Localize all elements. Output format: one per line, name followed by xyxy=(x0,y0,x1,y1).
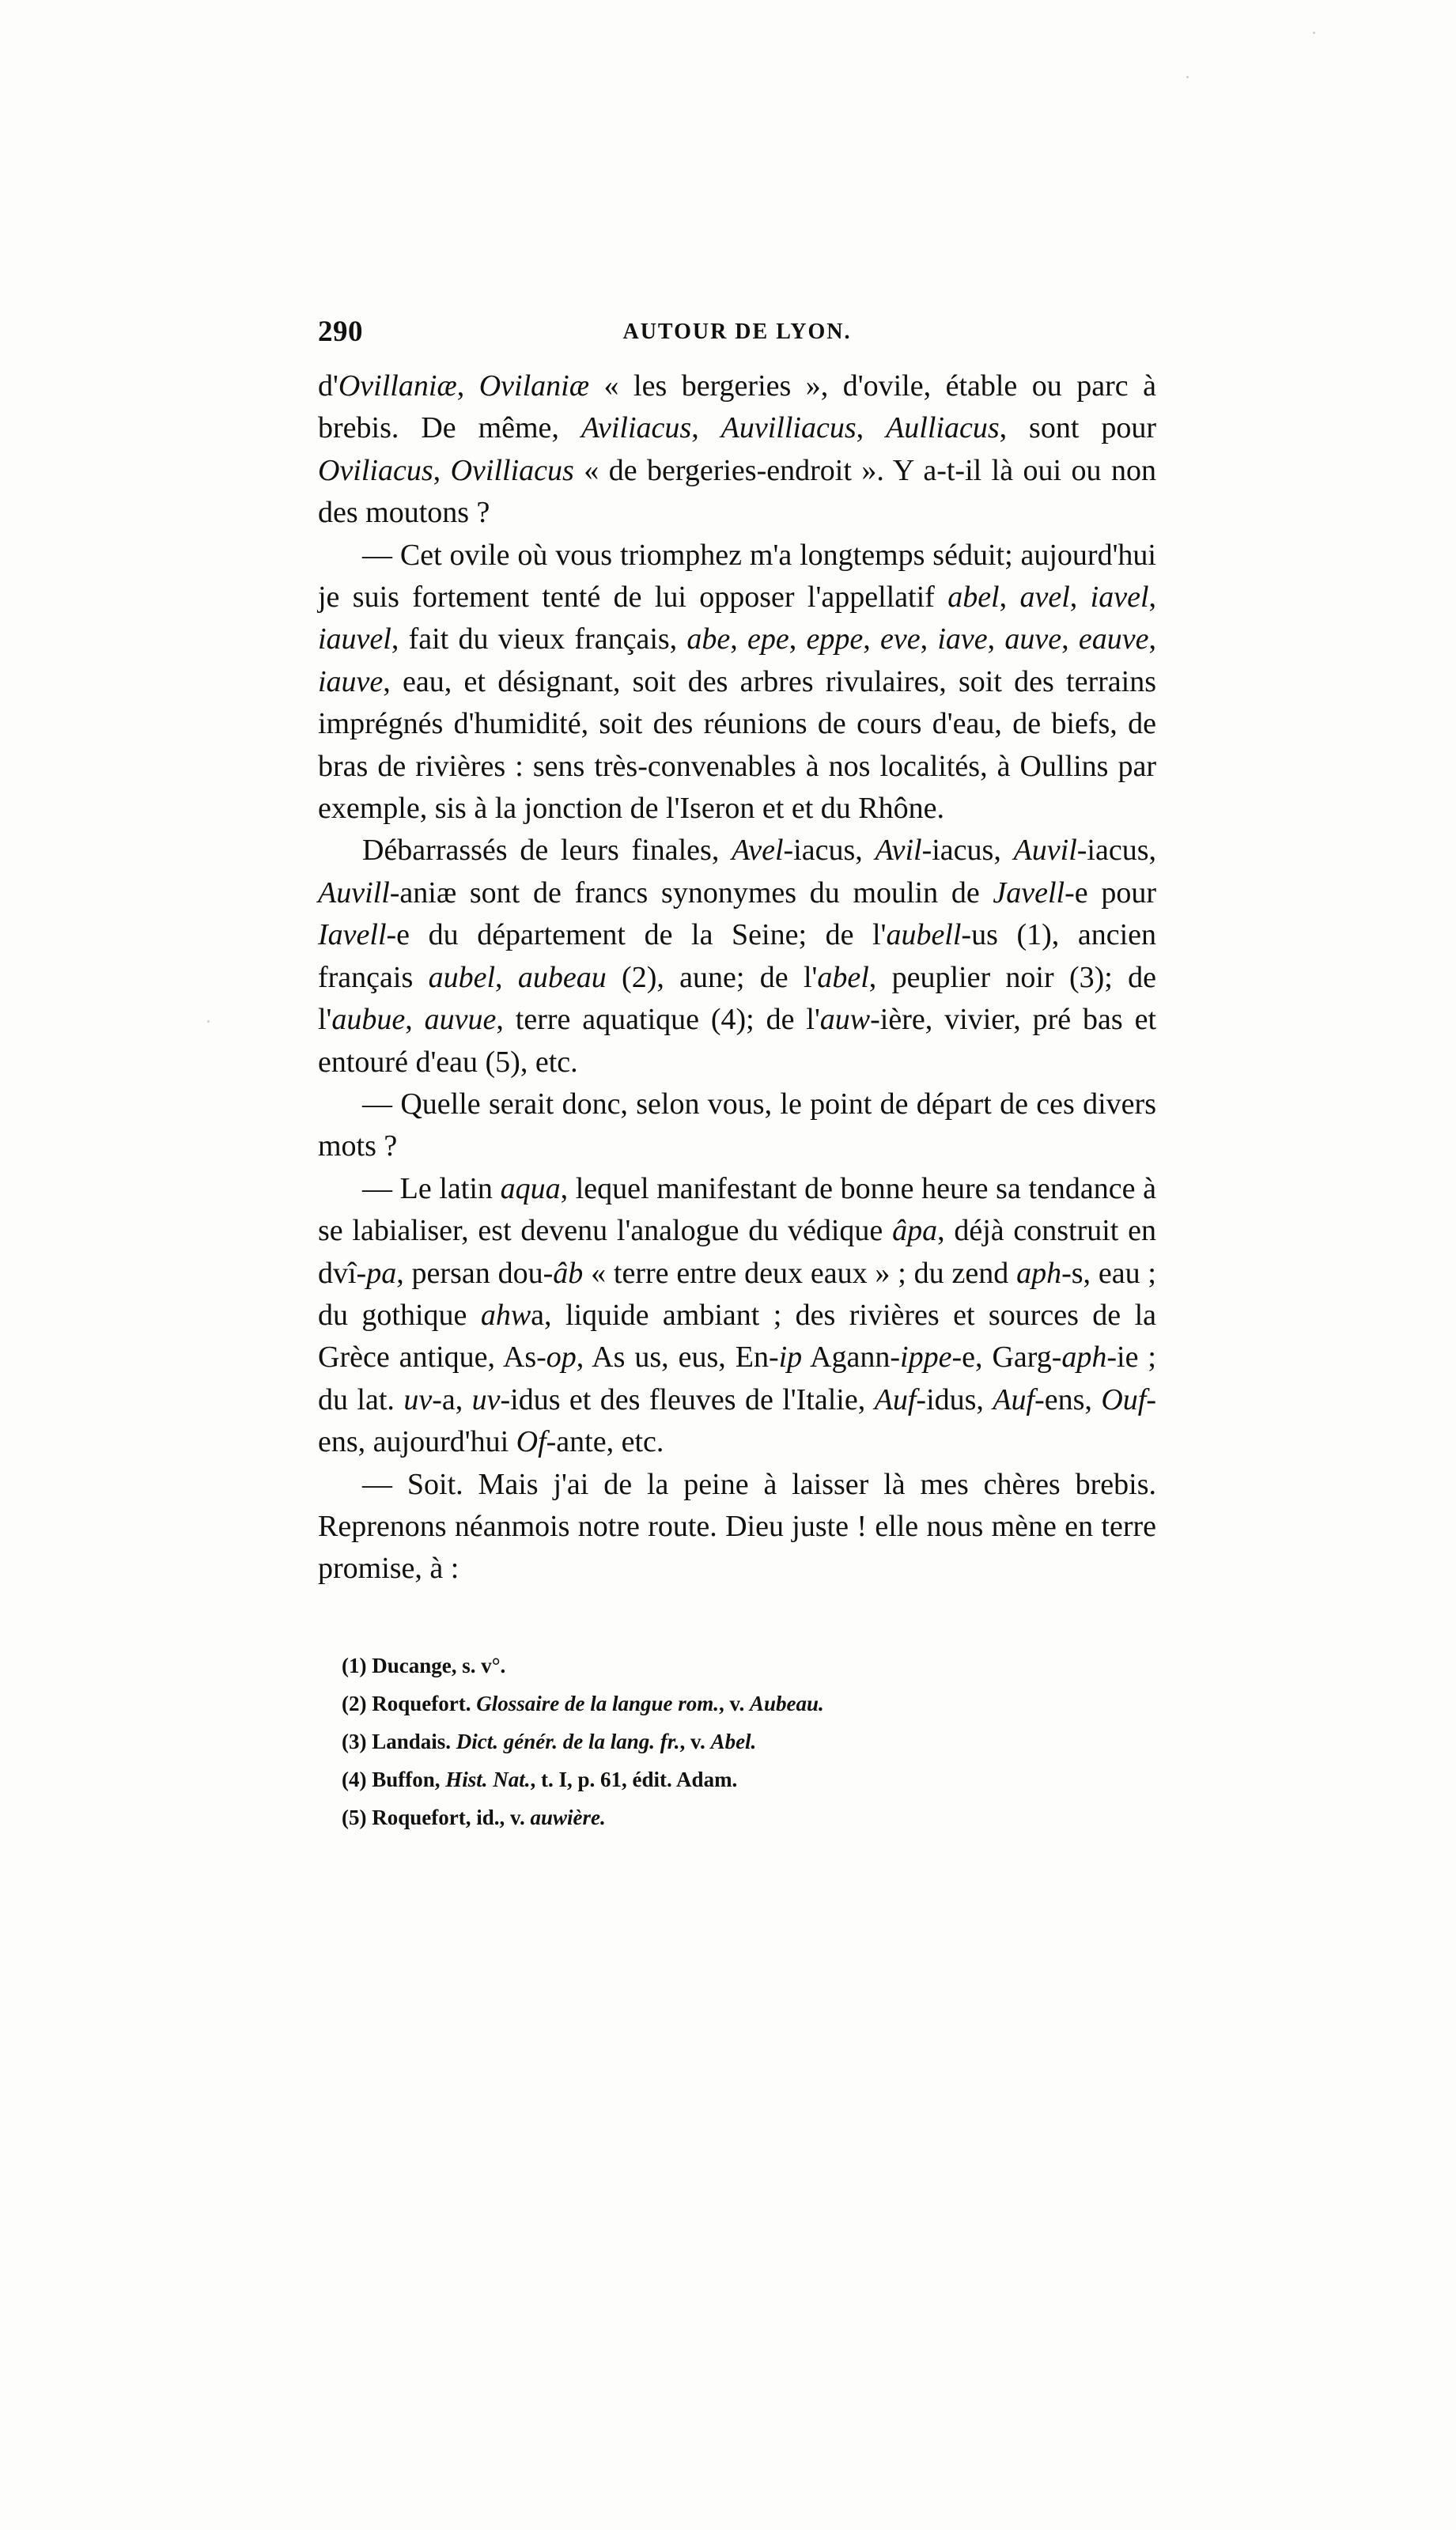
paper-speck xyxy=(1313,32,1315,34)
text-run: Débarrassés de leurs finales, xyxy=(362,834,732,868)
italic-term: aubeau xyxy=(517,960,607,994)
italic-term: iauvel xyxy=(318,622,391,656)
footnote-italic-ref: Hist. Nat. xyxy=(445,1768,531,1791)
italic-term: Aviliacus xyxy=(581,411,692,445)
text-run: — Cet ovile où vous triomphez m'a longtemps séduit; aujourd'hui je suis fortement tenté de lui opposer l'appellatif xyxy=(318,538,1156,615)
italic-term: Auvill xyxy=(318,875,390,910)
text-run: , sont pour xyxy=(999,411,1157,445)
text-run: -a, xyxy=(432,1382,472,1416)
text-run: « terre entre deux eaux » ; du zend xyxy=(583,1256,1017,1290)
footnote-italic-ref: Aubeau. xyxy=(750,1692,824,1715)
text-run: , xyxy=(920,622,938,656)
text-run: — Soit. Mais j'ai de la peine à laisser là mes chères brebis. Reprenons néanmois notre route. Dieu juste ! elle nous mène en terre promise, à : xyxy=(318,1467,1156,1586)
text-run: , peuplier noir (3); de l' xyxy=(318,960,1157,1037)
footnote-italic-ref: Abel. xyxy=(710,1730,757,1753)
text-run: , xyxy=(1069,581,1091,615)
footnote-italic-ref: Dict. génér. de la lang. fr. xyxy=(456,1730,680,1753)
text-run: — Le latin xyxy=(362,1171,501,1205)
text-run: , xyxy=(1061,622,1079,656)
italic-term: auw xyxy=(819,1003,871,1037)
footnote-text: (5) Roquefort, id., v. xyxy=(342,1806,531,1829)
italic-term: Auf xyxy=(993,1382,1035,1416)
italic-term: iavel xyxy=(1090,581,1149,615)
text-run: -e, Garg- xyxy=(951,1341,1062,1375)
italic-term: Ouf xyxy=(1101,1382,1147,1416)
footnote-text: (1) Ducange, s. v°. xyxy=(342,1654,506,1677)
italic-term: op xyxy=(546,1341,577,1375)
italic-term: uv xyxy=(403,1382,433,1416)
text-run: -ens, xyxy=(1034,1382,1102,1416)
text-run: -s, eau ; du gothique xyxy=(318,1256,1156,1332)
text-run: , xyxy=(433,453,451,487)
italic-term: Oviliacus xyxy=(318,453,433,487)
text-run: , persan dou- xyxy=(396,1256,554,1290)
italic-term: abel xyxy=(817,960,869,994)
italic-term: eve xyxy=(880,622,921,656)
paragraph-p3 xyxy=(318,830,1156,1083)
text-run: -iacus, xyxy=(921,834,1014,868)
text-run: -iacus, xyxy=(1076,834,1157,868)
paragraph-p5 xyxy=(318,1168,1156,1464)
text-run: -idus, xyxy=(916,1382,993,1416)
italic-term: Auf xyxy=(874,1382,917,1416)
italic-term: epe xyxy=(747,622,789,656)
italic-term: auve xyxy=(1004,622,1062,656)
italic-term: eppe xyxy=(806,622,864,656)
text-run: d' xyxy=(318,369,338,403)
italic-term: aubell xyxy=(886,918,962,952)
text-run: -ens, aujourd'hui xyxy=(318,1382,1157,1459)
italic-term: Ovillaniæ xyxy=(338,369,457,403)
text-run: -us (1), ancien français xyxy=(318,918,1156,994)
footnote-3 xyxy=(342,1723,1133,1760)
footnote-text: , v. xyxy=(679,1730,711,1753)
page-header xyxy=(318,315,1156,362)
footnote-text: (3) Landais. xyxy=(342,1730,456,1753)
italic-term: Auvilliacus xyxy=(720,411,857,445)
text-run: — Quelle serait donc, selon vous, le point de départ de ces divers mots ? xyxy=(318,1087,1156,1163)
text-run: , xyxy=(987,622,1005,656)
text-run: , eau, et désignant, soit des arbres rivulaires, soit des terrains imprégnés d'humidité, soit des réunions de cours d'eau, de biefs, de bras de rivières : sens très-convenables à nos localités, à Oullins par exemple, sis à la jonction de l'Iseron et et du Rhône. xyxy=(318,664,1156,826)
italic-term: Auvil xyxy=(1013,834,1077,868)
italic-term: aubel xyxy=(428,960,496,994)
footnote-text: (4) Buffon, xyxy=(342,1768,446,1791)
italic-term: aubue xyxy=(331,1003,406,1037)
footnote-italic-ref: auwière. xyxy=(530,1806,606,1829)
italic-term: iauve xyxy=(318,664,384,698)
text-run: , xyxy=(999,581,1020,615)
footnote-text: (2) Roquefort. xyxy=(342,1692,477,1715)
italic-term: avel xyxy=(1019,581,1070,615)
paragraph-p2 xyxy=(318,535,1156,830)
text-run: , fait du vieux français, xyxy=(391,622,687,656)
italic-term: ippe xyxy=(900,1341,952,1375)
text-run: , lequel manifestant de bonne heure sa tendance à se labialiser, est devenu l'analogue du védique xyxy=(318,1171,1157,1248)
paragraph-p6 xyxy=(318,1464,1156,1590)
text-run: -e pour xyxy=(1065,875,1156,910)
text-run: -iacus, xyxy=(783,834,875,868)
italic-term: âb xyxy=(553,1256,584,1290)
italic-term: abe xyxy=(686,622,731,656)
italic-term: Ovilaniæ xyxy=(478,369,590,403)
italic-term: aqua xyxy=(500,1171,561,1205)
body-text xyxy=(318,365,1156,1590)
text-run: , xyxy=(730,622,748,656)
italic-term: Javell xyxy=(993,875,1065,910)
paragraph-p4 xyxy=(318,1083,1156,1168)
text-run: , xyxy=(495,960,518,994)
paper-speck xyxy=(1186,76,1189,78)
footnote-1 xyxy=(342,1647,1133,1685)
footnotes xyxy=(342,1647,1133,1836)
text-run: , xyxy=(863,622,881,656)
italic-term: ahw xyxy=(480,1298,531,1332)
text-run: , xyxy=(456,369,479,403)
italic-term: Avil xyxy=(875,834,922,868)
italic-term: aph xyxy=(1016,1256,1062,1290)
page-number: 290 xyxy=(318,316,363,348)
italic-term: Aulliacus xyxy=(886,411,1000,445)
italic-term: eauve xyxy=(1078,622,1149,656)
text-run: a, liquide ambiant ; des rivières et sources de la Grèce antique, As- xyxy=(318,1298,1156,1375)
italic-term: auvue xyxy=(424,1003,497,1037)
paper-speck xyxy=(207,1020,210,1023)
footnote-4 xyxy=(342,1760,1133,1798)
text-run: Agann- xyxy=(802,1341,901,1375)
footnote-text: , t. I, p. 61, édit. Adam. xyxy=(530,1768,738,1791)
footnote-italic-ref: Glossaire de la langue rom. xyxy=(476,1692,719,1715)
footnote-text: , v. xyxy=(719,1692,751,1715)
text-run: , déjà construit en dvî- xyxy=(318,1214,1156,1290)
text-run: , xyxy=(789,622,807,656)
text-run: , xyxy=(691,411,721,445)
text-run: -aniæ sont de francs synonymes du moulin de xyxy=(389,875,993,910)
text-run: , xyxy=(405,1003,425,1037)
text-run: , xyxy=(1148,581,1157,615)
text-run: , xyxy=(1148,622,1157,656)
italic-term: uv xyxy=(471,1382,501,1416)
italic-term: Iavell xyxy=(318,918,387,952)
italic-term: aph xyxy=(1061,1341,1107,1375)
italic-term: Ovilliacus xyxy=(450,453,574,487)
italic-term: iave xyxy=(937,622,988,656)
text-run: « de bergeries-endroit ». Y a-t-il là oui ou non des moutons ? xyxy=(318,453,1156,530)
text-run: -idus et des fleuves de l'Italie, xyxy=(500,1382,875,1416)
text-run: -ie ; du lat. xyxy=(318,1341,1156,1416)
italic-term: Of xyxy=(516,1425,546,1459)
paragraph-p1 xyxy=(318,365,1156,535)
text-run: « les bergeries », d'ovile, étable ou parc à brebis. De même, xyxy=(318,369,1156,445)
text-run: , xyxy=(856,411,887,445)
text-run: -ière, vivier, pré bas et entouré d'eau (5), etc. xyxy=(318,1003,1157,1079)
italic-term: abel xyxy=(947,581,1000,615)
footnote-5 xyxy=(342,1798,1133,1836)
text-run: -e du département de la Seine; de l' xyxy=(386,918,887,952)
text-run: , As us, eus, En- xyxy=(576,1341,779,1375)
italic-term: ip xyxy=(778,1341,803,1375)
italic-term: Avel xyxy=(732,834,784,868)
text-run: -ante, etc. xyxy=(546,1425,664,1459)
italic-term: âpa xyxy=(892,1214,938,1248)
italic-term: pa xyxy=(366,1256,397,1290)
running-title: AUTOUR DE LYON. xyxy=(622,320,852,344)
footnote-2 xyxy=(342,1685,1133,1723)
text-run: , terre aquatique (4); de l' xyxy=(496,1003,820,1037)
text-run: (2), aune; de l' xyxy=(606,960,818,994)
